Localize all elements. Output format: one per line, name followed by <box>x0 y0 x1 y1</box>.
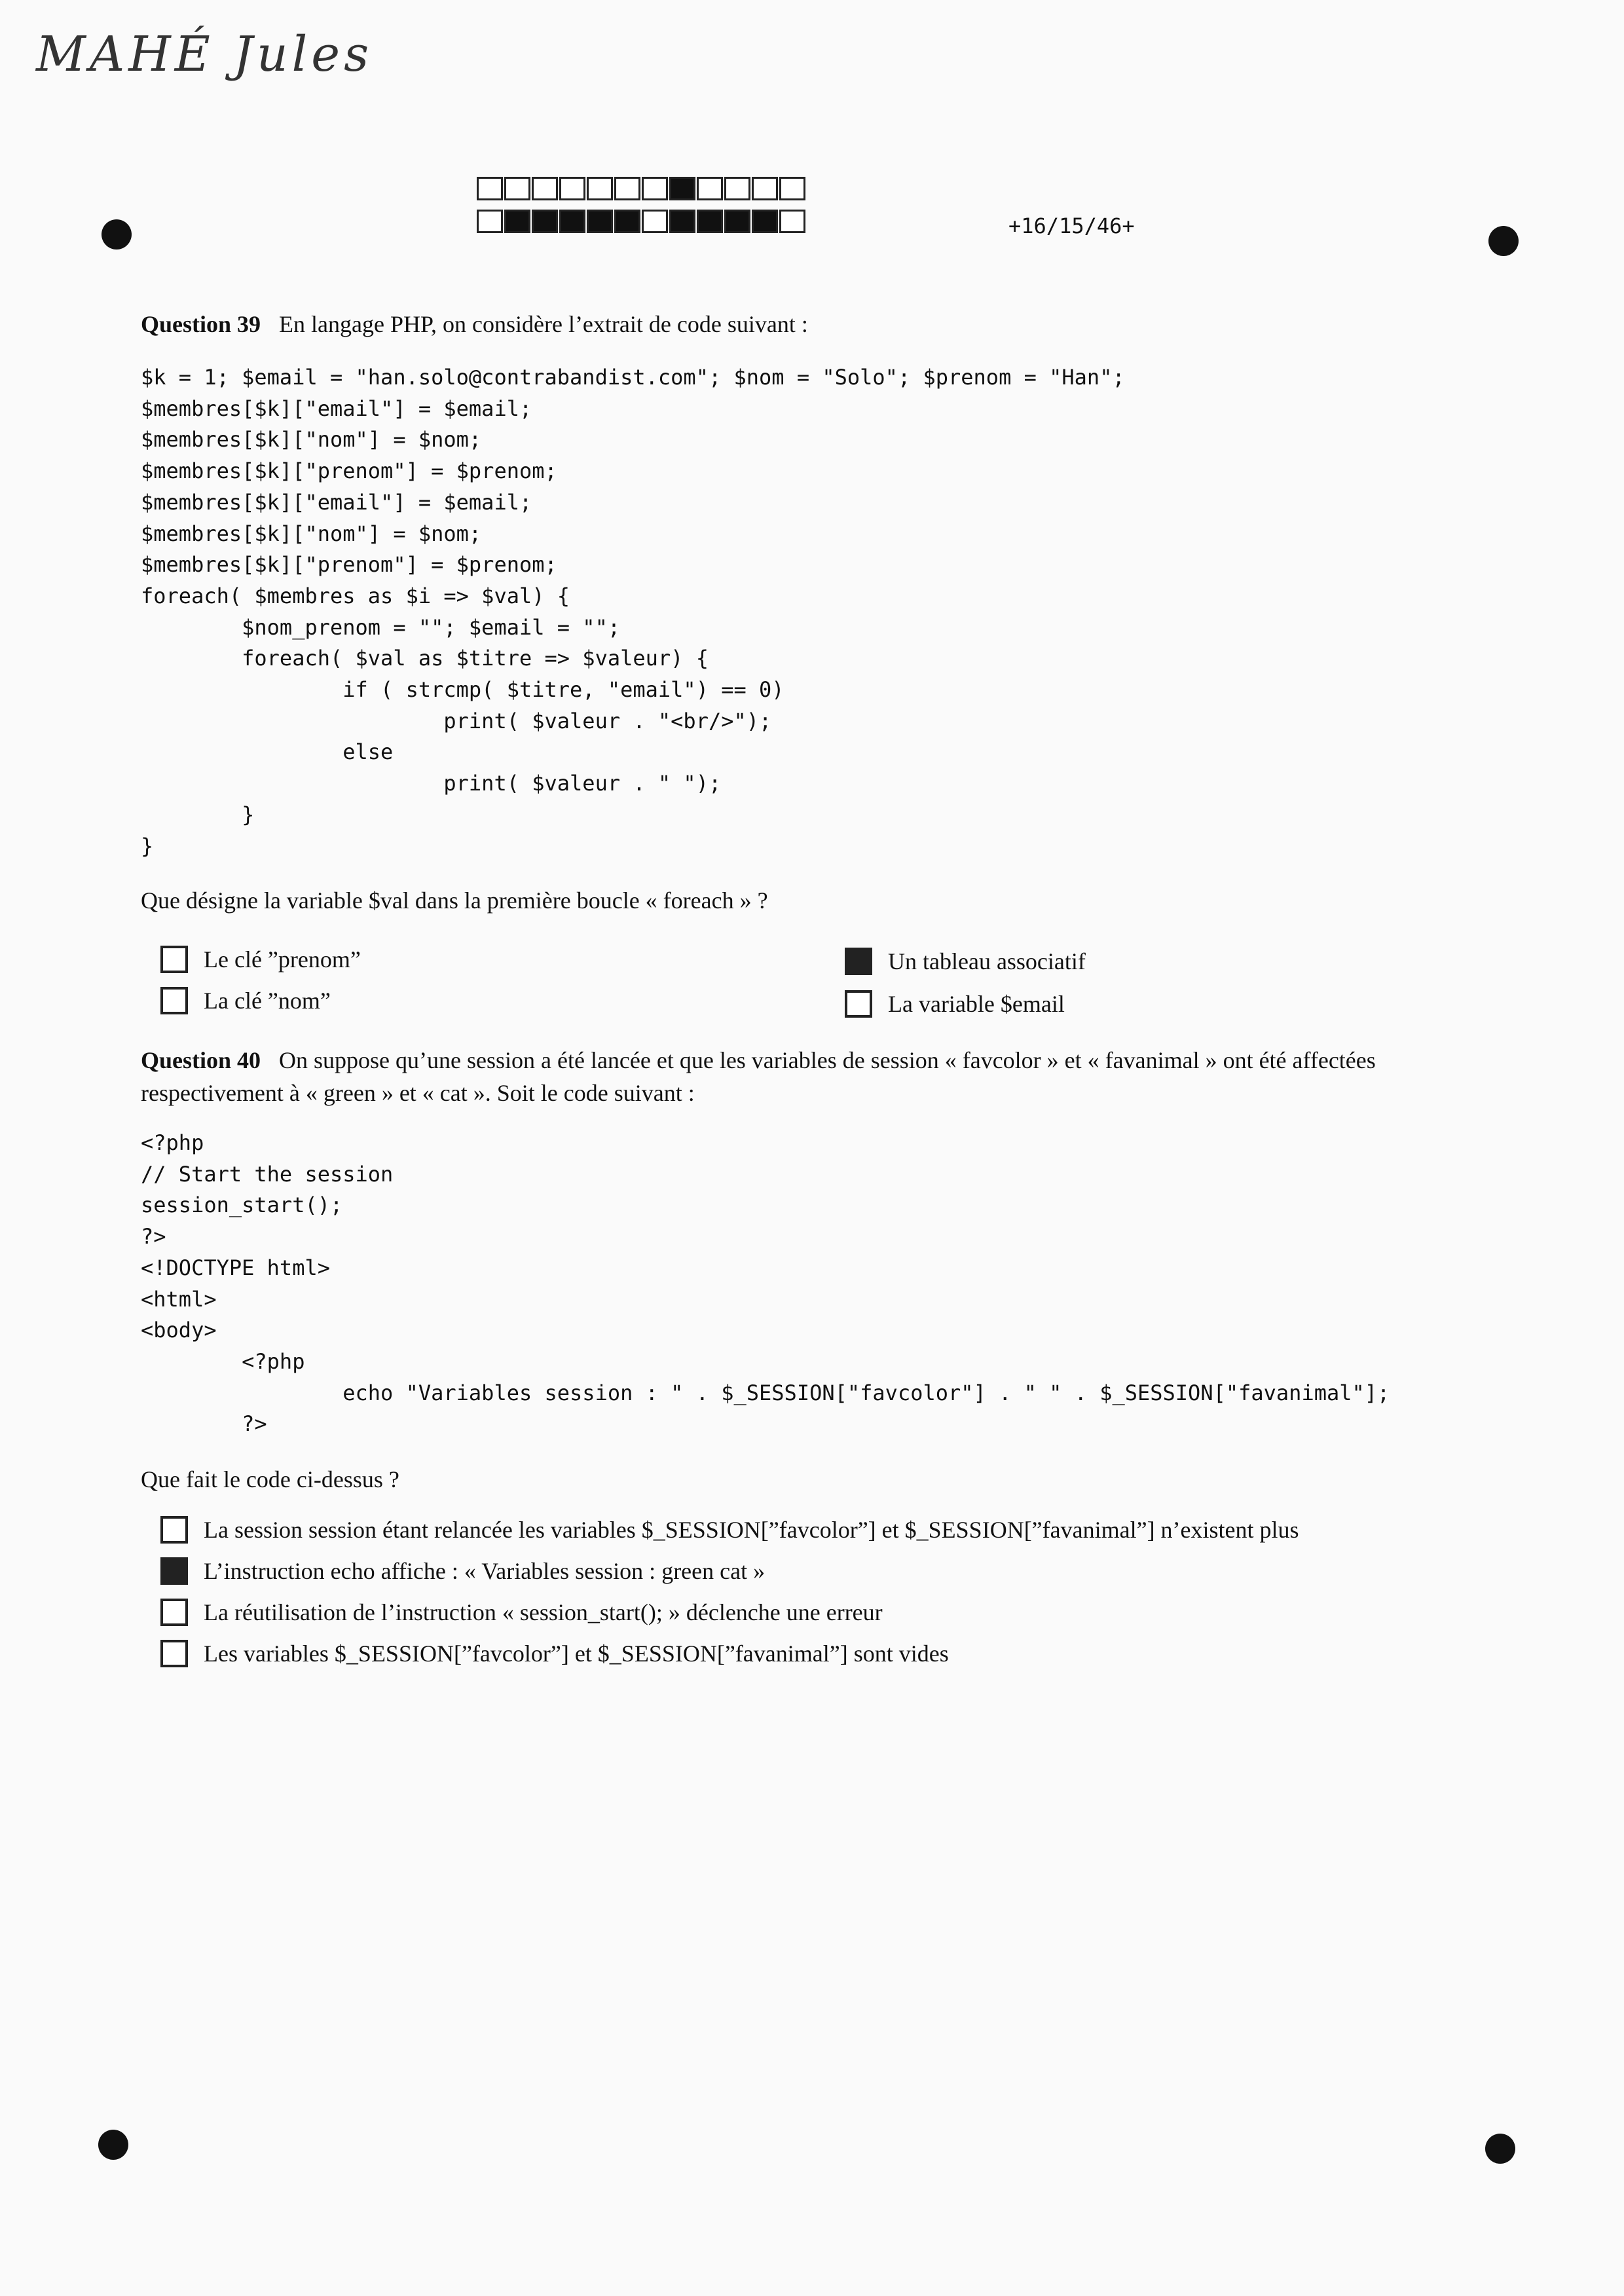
barcode-cell <box>614 177 640 200</box>
q39-choice-2[interactable] <box>160 987 331 1014</box>
q40-checkbox-3[interactable] <box>160 1599 188 1626</box>
barcode-cell <box>724 210 750 233</box>
q40-choice-2-label: L’instruction echo affiche : « Variables session : green cat » <box>204 1558 766 1584</box>
question-40-text: On suppose qu’une session a été lancée et que les variables de session « favcolor » et « favanimal » ont été affectées respectivement à « green » et « cat ». Soit le code suivant : <box>141 1047 1376 1106</box>
barcode-cell <box>697 177 723 200</box>
barcode-cell <box>559 210 585 233</box>
q39-choice-1-label: Le clé ”prenom” <box>204 946 361 972</box>
barcode-cell <box>779 210 805 233</box>
q39-choice-1[interactable] <box>160 946 361 973</box>
barcode-cell <box>587 210 613 233</box>
question-39-prompt: Que désigne la variable $val dans la première boucle « foreach » ? <box>141 887 768 914</box>
q40-choice-4[interactable] <box>160 1640 949 1667</box>
barcode-cell <box>752 177 778 200</box>
q39-checkbox-2[interactable] <box>160 987 188 1014</box>
registration-mark-bottom-right <box>1485 2134 1515 2164</box>
q39-choice-4-label: La variable $email <box>888 991 1065 1017</box>
q39-choice-3[interactable] <box>845 948 1086 975</box>
barcode-cell <box>642 210 668 233</box>
question-40-label: Question 40 <box>141 1047 261 1073</box>
barcode-cell <box>669 177 695 200</box>
q40-checkbox-4[interactable] <box>160 1640 188 1667</box>
barcode-cell <box>504 210 530 233</box>
barcode-cell <box>697 210 723 233</box>
q39-choice-3-label: Un tableau associatif <box>888 948 1086 974</box>
question-40-code: <?php // Start the session session_start(); ?> <!DOCTYPE html> <html> <body> <?php echo "Variables session : " . $_SESSION["favcolor"] . " " . $_SESSION["favanimal"]; ?> <box>141 1130 1390 1437</box>
barcode-cell <box>477 210 503 233</box>
q40-checkbox-2[interactable] <box>160 1557 188 1585</box>
q39-choice-4[interactable] <box>845 990 1065 1018</box>
q40-choice-4-label: Les variables $_SESSION[”favcolor”] et $_SESSION[”favanimal”] sont vides <box>204 1640 949 1667</box>
registration-mark-bottom-left <box>98 2130 128 2160</box>
barcode-cell <box>587 177 613 200</box>
barcode-cell <box>724 177 750 200</box>
q40-choice-2[interactable] <box>160 1557 765 1585</box>
barcode-cell <box>559 177 585 200</box>
q39-choice-2-label: La clé ”nom” <box>204 988 331 1014</box>
barcode-cell <box>642 177 668 200</box>
q40-choice-3[interactable] <box>160 1599 883 1626</box>
barcode-cell <box>532 210 558 233</box>
question-39-label: Question 39 <box>141 311 261 337</box>
question-39-text: En langage PHP, on considère l’extrait de code suivant : <box>279 311 808 337</box>
id-barcode-row-2 <box>477 210 807 233</box>
q40-choice-1-label: La session session étant relancée les variables $_SESSION[”favcolor”] et $_SESSION[”favanimal”] n’existent plus <box>204 1517 1299 1543</box>
question-40-block <box>141 1044 1483 1109</box>
q39-checkbox-3[interactable] <box>845 948 872 975</box>
page-code: +16/15/46+ <box>1008 213 1135 238</box>
q40-choice-1[interactable] <box>160 1516 1299 1544</box>
barcode-cell <box>477 177 503 200</box>
q39-checkbox-4[interactable] <box>845 990 872 1018</box>
question-39-code: $k = 1; $email = "han.solo@contrabandist.com"; $nom = "Solo"; $prenom = "Han"; $membres[$k]["email"] = $email; $membres[$k]["nom"] = $nom; $membres[$k]["prenom"] = $prenom; $membres[$k]["email"] = $email; $membres[$k]["nom"] = $nom; $membres[$k]["prenom"] = $prenom; foreach( $membres as $i => $val) { $nom_prenom = ""; $email = ""; foreach( $val as $titre => $valeur) { if ( strcmp( $titre, "email") == 0) print( $valeur . "<br/>"); else print( $valeur . " "); } } <box>141 365 1125 859</box>
registration-mark-top-right <box>1488 226 1519 256</box>
q40-choice-3-label: La réutilisation de l’instruction « session_start(); » déclenche une erreur <box>204 1599 883 1625</box>
registration-mark-top-left <box>101 219 132 250</box>
barcode-cell <box>614 210 640 233</box>
q39-checkbox-1[interactable] <box>160 946 188 973</box>
id-barcode-row-1 <box>477 177 807 200</box>
barcode-cell <box>504 177 530 200</box>
question-39-title <box>141 308 808 341</box>
question-40-prompt: Que fait le code ci-dessus ? <box>141 1466 399 1492</box>
barcode-cell <box>532 177 558 200</box>
barcode-cell <box>669 210 695 233</box>
q40-checkbox-1[interactable] <box>160 1516 188 1544</box>
barcode-cell <box>752 210 778 233</box>
handwritten-name: MAHÉ Jules <box>36 26 373 83</box>
barcode-cell <box>779 177 805 200</box>
